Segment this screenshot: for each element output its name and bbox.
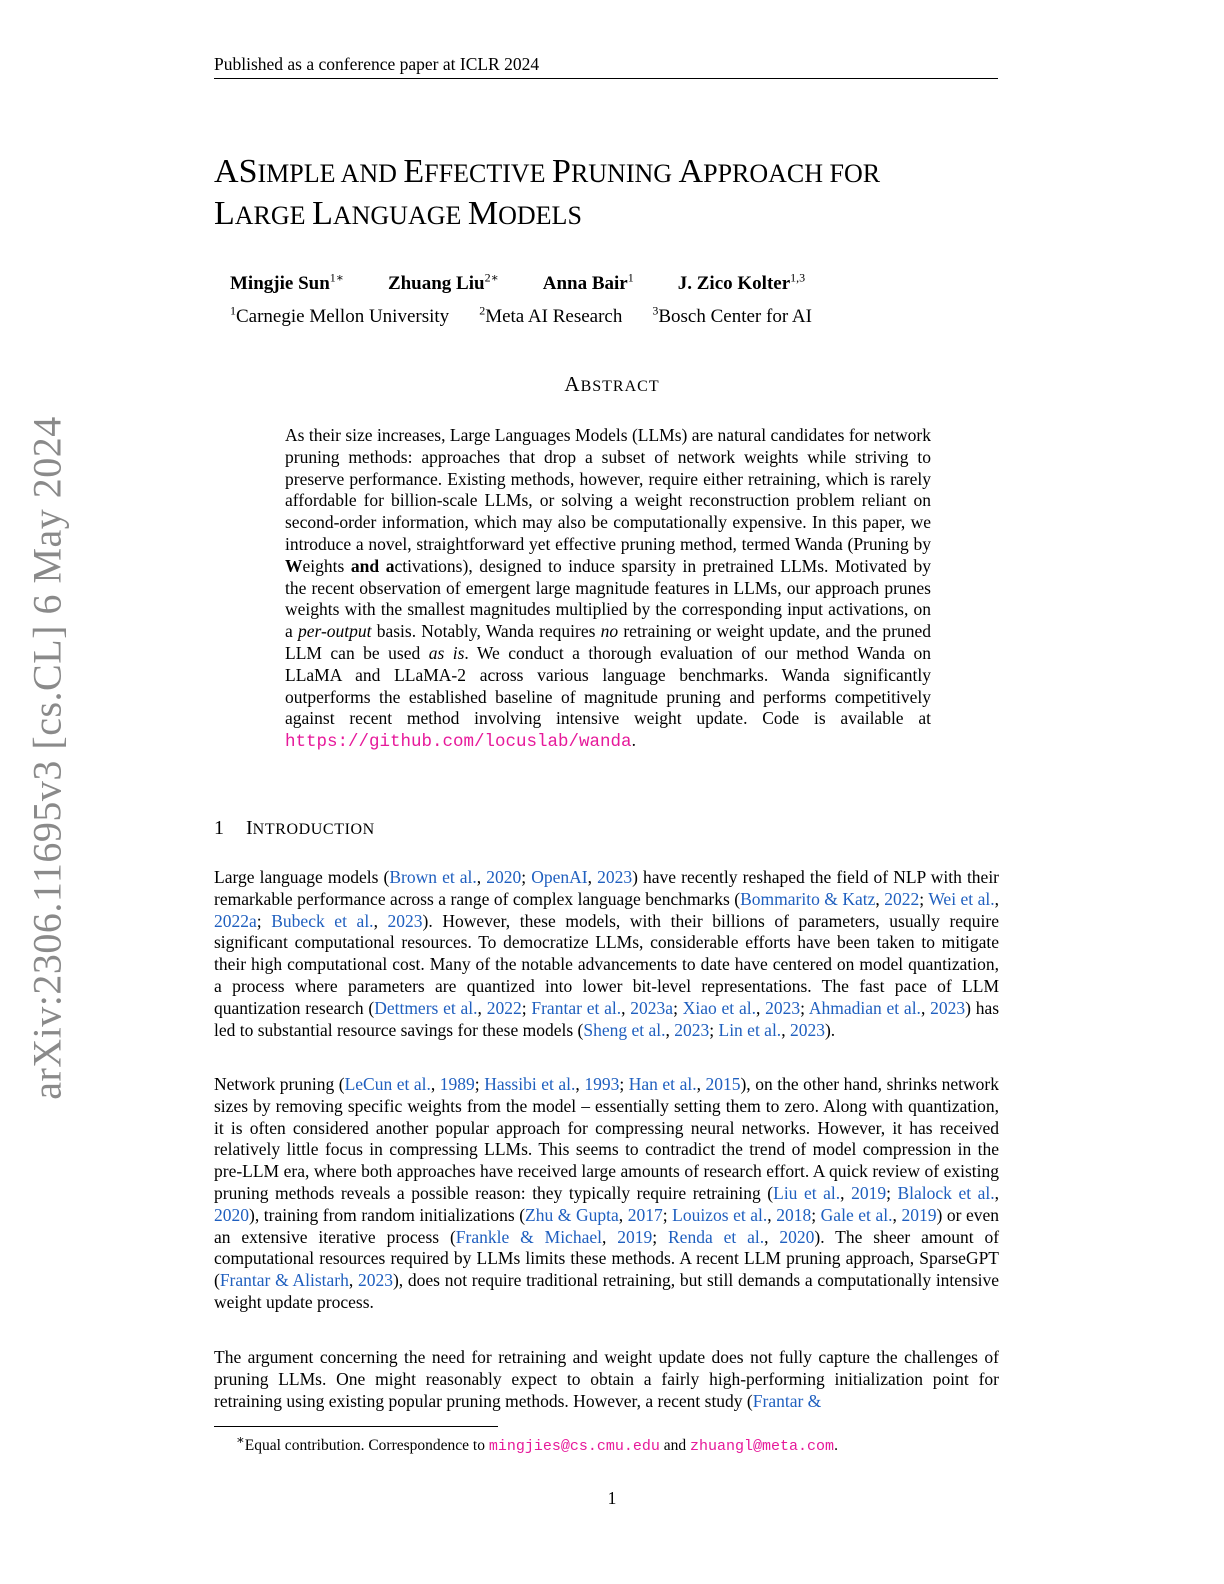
title-smallcaps: RUNING <box>570 159 679 188</box>
abstract-heading-cap: A <box>564 372 581 396</box>
affiliation <box>652 303 812 327</box>
citation-link[interactable]: 2019 <box>901 1204 937 1225</box>
citation-link[interactable]: Bubeck et al. <box>271 910 374 931</box>
citation-link[interactable]: 2015 <box>705 1074 741 1094</box>
citation-link[interactable]: 2023 <box>597 867 633 887</box>
title-capital: L <box>214 195 235 232</box>
citation-link[interactable]: 2023 <box>930 997 966 1018</box>
abstract-segment: basis. Notably, Wanda requires <box>371 621 601 642</box>
citation-link[interactable]: 2020 <box>779 1226 815 1247</box>
title-capital: P <box>552 153 571 190</box>
title-capital: A <box>678 153 704 190</box>
author-affiliation-mark: 1∗ <box>329 271 344 285</box>
footnote-text: and <box>659 1437 691 1455</box>
section-heading-introduction <box>214 817 375 840</box>
paragraph-text: , <box>994 888 1000 909</box>
paragraph-text: Network pruning ( <box>214 1074 345 1094</box>
paragraph-text: , <box>587 867 598 887</box>
footnote-rule <box>214 1426 498 1427</box>
page-number: 1 <box>607 1488 617 1508</box>
citation-link[interactable]: 1993 <box>584 1074 620 1094</box>
affiliation-mark: 1 <box>230 303 236 318</box>
author-affiliation-mark: 2∗ <box>484 271 499 285</box>
footnote-mark: ∗ <box>236 1432 245 1447</box>
paragraph-text: Large language models ( <box>214 867 390 887</box>
author-name <box>543 273 634 294</box>
citation-link[interactable]: 2020 <box>486 867 522 887</box>
code-url-link[interactable]: https://github.com/locuslab/wanda <box>285 732 632 753</box>
citation-link[interactable]: Wei et al. <box>928 888 995 909</box>
abstract-segment: ctivations), designed to induce sparsity in pretrained LLMs. Motivated by the recent observation of emergent large magnitude features in LLMs, our approach prunes weights with the smallest magnitudes multiplied by the corresponding input activations, on a <box>285 555 931 642</box>
author-affiliation-mark: 1 <box>627 271 634 285</box>
citation-link[interactable]: Frantar & Alistarh <box>219 1270 349 1291</box>
paragraph-text: ). <box>824 1019 836 1040</box>
citation-link[interactable]: Hassibi et al. <box>484 1074 576 1094</box>
abstract-italic: no <box>600 621 619 642</box>
paragraph-text: ), training from random initializations ( <box>249 1204 526 1225</box>
paragraph-text: ; <box>886 1182 898 1203</box>
citation-link[interactable]: 2023 <box>387 910 423 931</box>
citation-link[interactable]: 2017 <box>627 1204 663 1225</box>
paragraph-text: ; <box>474 1074 485 1094</box>
abstract-segment: eights <box>302 555 351 576</box>
paragraph-text: ; <box>619 1074 629 1094</box>
citation-link[interactable]: 2023 <box>357 1270 393 1291</box>
citation-link[interactable]: Xiao et al. <box>682 997 756 1018</box>
abstract-segment: . We conduct a thorough evaluation of our method Wanda on LLaMA and LLaMA-2 across various language benchmarks. Wanda significantly outperforms the established baseline of magnitude pruning and performs competitively against recent method involving intensive weight update. Code is available at <box>285 642 931 729</box>
author-name <box>388 273 499 294</box>
author-name-text: J. Zico Kolter <box>677 273 791 295</box>
paragraph-text: , <box>994 1182 999 1203</box>
abstract-segment: retraining or weight update, and the pruned LLM can be used <box>285 621 931 663</box>
citation-link[interactable]: 2022a <box>214 910 257 931</box>
footnote-text: Equal contribution. Correspondence to <box>244 1437 489 1455</box>
paragraph-text: , <box>892 1204 902 1225</box>
intro-paragraph-2 <box>214 1074 999 1314</box>
footnote <box>236 1430 838 1457</box>
paragraph-text: , <box>665 1019 675 1040</box>
paragraph-text: , <box>476 867 487 887</box>
citation-link[interactable]: Gale et al. <box>820 1204 893 1225</box>
affiliation-name: Bosch Center for AI <box>658 305 812 327</box>
citation-link[interactable]: Dettmers et al. <box>374 997 478 1018</box>
citation-link[interactable]: 2020 <box>214 1204 249 1225</box>
paragraph-text: ), does not require traditional retraining, but still demands a computationally intensive weight update process. <box>214 1270 1000 1312</box>
title-smallcaps: FFECTIVE <box>424 159 553 188</box>
arxiv-stamp <box>12 418 82 1098</box>
affiliation-mark: 3 <box>652 303 659 318</box>
section-heading-rest: NTRODUCTION <box>252 821 375 838</box>
citation-link[interactable]: Frankle & Michael <box>455 1226 602 1247</box>
abstract-italic: per-output <box>297 621 372 642</box>
citation-link[interactable]: Louizos et al. <box>672 1204 768 1225</box>
paragraph-text: , <box>601 1226 618 1247</box>
author-name-text: Mingjie Sun <box>230 273 330 295</box>
paragraph-text: ; <box>662 1204 673 1225</box>
paragraph-text: ; <box>811 1204 821 1225</box>
paragraph-text: , <box>840 1182 852 1203</box>
paragraph-text: , <box>575 1074 585 1094</box>
title-capital: S <box>238 153 258 190</box>
paragraph-text: , <box>373 910 388 931</box>
abstract-text <box>285 425 931 754</box>
footnote-text: . <box>834 1437 838 1455</box>
abstract-heading-rest: BSTRACT <box>580 378 660 395</box>
paragraph-text: , <box>696 1074 706 1094</box>
paragraph-text: ; <box>709 1019 719 1040</box>
author-names <box>230 265 990 297</box>
citation-link[interactable]: Liu et al. <box>773 1182 841 1203</box>
citation-link[interactable]: 2023 <box>765 997 801 1018</box>
citation-link[interactable]: Han et al. <box>628 1074 697 1094</box>
citation-link[interactable]: Frantar et al. <box>531 997 622 1018</box>
citation-link[interactable]: 2018 <box>776 1204 812 1225</box>
citation-link[interactable]: 1989 <box>439 1074 475 1094</box>
affiliations <box>230 297 990 329</box>
paragraph-text: , <box>477 997 487 1018</box>
author-name <box>678 273 805 294</box>
paragraph-text: , <box>781 1019 790 1040</box>
author-block <box>230 265 990 330</box>
paragraph-text: , <box>755 997 766 1018</box>
title-smallcaps: PPROACH FOR <box>703 159 881 188</box>
paragraph-text: , <box>621 997 631 1018</box>
citation-link[interactable]: Lin et al. <box>718 1019 782 1040</box>
author-name-text: Zhuang Liu <box>387 273 485 295</box>
paragraph-text: ) has led to substantial resource savings for these models ( <box>214 997 1000 1040</box>
abstract-bold: W <box>285 555 303 576</box>
citation-link[interactable]: Bommarito & Katz <box>740 888 876 909</box>
abstract-italic: as is <box>428 642 465 663</box>
paragraph-text: , <box>767 1204 777 1225</box>
title-capital: L <box>312 195 333 232</box>
citation-link[interactable]: Ahmadian et al. <box>808 997 921 1018</box>
paragraph-text: ; <box>673 997 683 1018</box>
citation-link[interactable]: Brown et al. <box>389 867 477 887</box>
citation-link[interactable]: 2019 <box>851 1182 887 1203</box>
abstract-segment: . <box>631 730 636 751</box>
title-capital: E <box>403 153 425 190</box>
paragraph-text: , <box>764 1226 780 1247</box>
email-link-zhuang[interactable]: zhuangl@meta.com <box>690 1438 835 1456</box>
paragraph-text: , <box>348 1270 358 1291</box>
intro-paragraph-3 <box>214 1347 999 1412</box>
citation-link[interactable]: LeCun et al. <box>344 1074 431 1094</box>
paragraph-text: ), on the other hand, shrinks network sizes by removing specific weights from the model – essentially setting them to zero. Along with quantization, it is often considered another popular approach for compressing neural networks. However, it has received relatively little focus in compressing LLMs. This seems to contradict the trend of model compression in the pre-LLM era, where both approaches have received large amounts of research effort. A quick review of existing pruning methods reveals a possible reason: they typically require retraining ( <box>214 1074 999 1203</box>
title-smallcaps: ANGUAGE <box>332 201 468 230</box>
paragraph-text: ) have recently reshaped the field of NLP with their remarkable performance across a range of complex language benchmarks ( <box>214 867 1000 909</box>
abstract-segment: As their size increases, Large Languages Models (LLMs) are natural candidates for network pruning methods: approaches that drop a subset of network weights while striving to preserve performance. Existing methods, however, require either retraining, which is rarely affordable for billion-scale LLMs, or solving a weight reconstruction problem reliant on second-order information, which may also be computationally expensive. In this paper, we introduce a novel, straightforward yet effective pruning method, termed Wanda (Pruning by <box>285 425 931 554</box>
author-affiliation-mark: 1,3 <box>790 271 806 285</box>
citation-link[interactable]: 2023a <box>630 997 674 1018</box>
title-smallcaps: IMPLE AND <box>257 159 404 188</box>
citation-link[interactable]: Blalock et al. <box>897 1182 995 1203</box>
arxiv-stamp-text: arXiv:2306.11695v3 [cs.CL] 6 May 2024 <box>24 416 70 1100</box>
paragraph-text: ; <box>521 867 532 887</box>
citation-link[interactable]: OpenAI <box>531 867 588 887</box>
citation-link[interactable]: 2022 <box>884 888 920 909</box>
paragraph-text: ). The sheer amount of computational resources required by LLMs limits these methods. A recent LLM pruning approach, SparseGPT ( <box>214 1226 1000 1291</box>
paragraph-text: ; <box>652 1226 668 1247</box>
paper-title <box>214 152 1014 236</box>
paragraph-text: ; <box>800 997 809 1018</box>
title-smallcaps: ARGE <box>234 201 313 230</box>
section-heading-cap: I <box>246 817 253 839</box>
paragraph-text: ). However, these models, with their billions of parameters, usually require significant computational resources. To democratize LLMs, considerable efforts have been taken to mitigate their high computational cost. Many of the notable advancements to date have centered on model quantization, a process where parameters are quantized into lower bit-level representations. The fast pace of LLM quantization research ( <box>214 910 1000 1018</box>
citation-link[interactable]: 2023 <box>789 1019 825 1040</box>
paragraph-text: , <box>618 1204 628 1225</box>
citation-link[interactable]: Renda et al. <box>668 1226 765 1247</box>
affiliation <box>230 303 450 327</box>
paragraph-text: ) or even an extensive iterative process ( <box>214 1204 1000 1247</box>
paragraph-text: ; <box>256 910 272 931</box>
intro-paragraph-1 <box>214 867 999 1041</box>
title-capital: A <box>214 153 239 190</box>
paragraph-text: , <box>430 1074 440 1094</box>
citation-link[interactable]: Frantar & <box>752 1390 822 1411</box>
author-name <box>230 273 344 294</box>
paragraph-text: The argument concerning the need for retraining and weight update does not fully capture the challenges of pruning LLMs. One might reasonably expect to obtain a fairly high-performing initialization point for retraining using existing popular pruning methods. However, a recent study ( <box>214 1347 999 1411</box>
affiliation-name: Carnegie Mellon University <box>236 305 450 327</box>
citation-link[interactable]: 2022 <box>486 997 522 1018</box>
abstract-bold: and a <box>350 555 395 576</box>
citation-link[interactable]: 2019 <box>617 1226 653 1247</box>
citation-link[interactable]: Sheng et al. <box>583 1019 666 1040</box>
paragraph-text: , <box>875 888 885 909</box>
affiliation-name: Meta AI Research <box>485 305 623 327</box>
email-link-mingjie[interactable]: mingjies@cs.cmu.edu <box>488 1438 660 1456</box>
author-name-text: Anna Bair <box>542 273 628 295</box>
paragraph-text: ; <box>919 888 929 909</box>
title-line-1 <box>214 152 1014 194</box>
citation-link[interactable]: Zhu & Gupta <box>525 1204 619 1225</box>
paragraph-text: , <box>920 997 931 1018</box>
affiliation-mark: 2 <box>479 303 486 318</box>
affiliation <box>479 303 623 327</box>
abstract-heading <box>0 372 1224 397</box>
title-capital: M <box>467 195 499 232</box>
title-line-2 <box>214 194 1014 236</box>
paragraph-text: ; <box>521 997 532 1018</box>
title-smallcaps: ODELS <box>498 201 582 230</box>
running-header: Published as a conference paper at ICLR 2024 <box>214 52 998 79</box>
citation-link[interactable]: 2023 <box>674 1019 710 1040</box>
section-number: 1 <box>214 817 224 839</box>
